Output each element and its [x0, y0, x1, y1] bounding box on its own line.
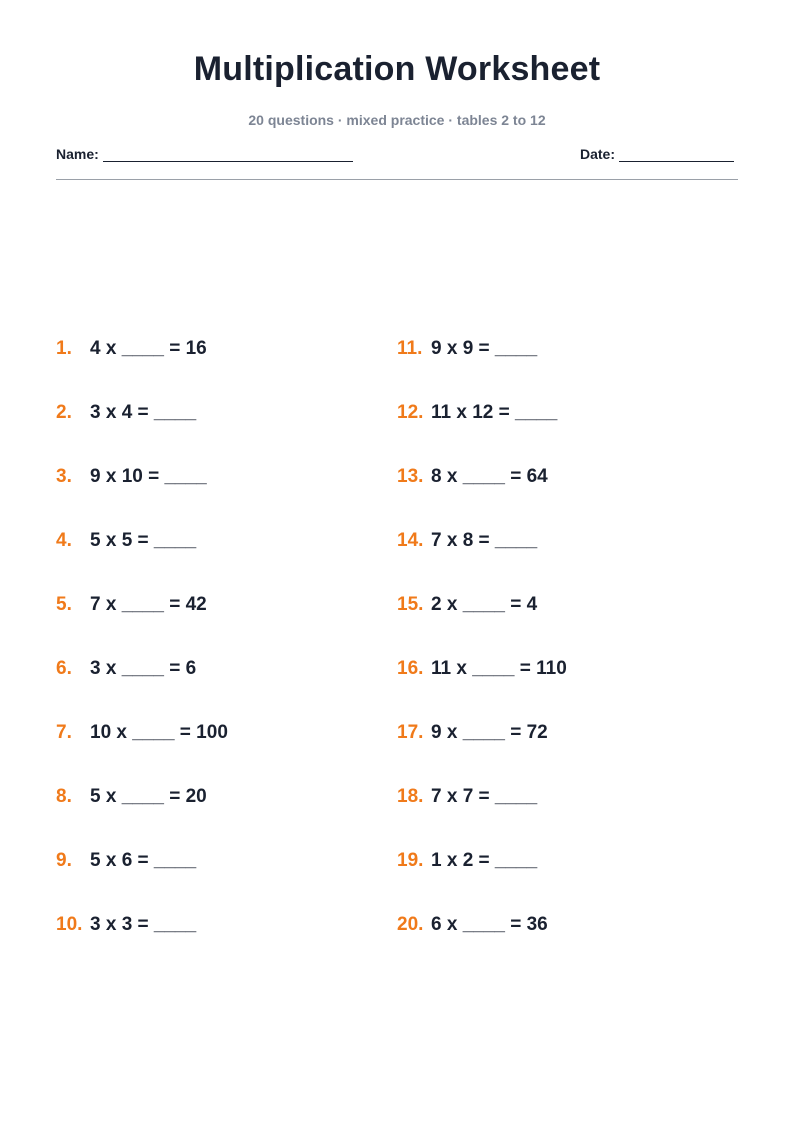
question-item [397, 722, 567, 786]
question-text: 4 x ____ = 16 [90, 338, 207, 359]
question-text: 1 x 2 = ____ [431, 850, 538, 871]
question-text: 7 x 8 = ____ [431, 530, 538, 551]
question-item [397, 658, 567, 722]
question-number: 12. [397, 402, 424, 423]
question-item [56, 402, 228, 466]
question-number: 16. [397, 658, 424, 679]
question-item [397, 402, 567, 466]
question-item [56, 914, 228, 978]
question-text: 10 x ____ = 100 [90, 722, 228, 743]
question-column-right [397, 338, 567, 978]
question-item [397, 338, 567, 402]
question-text: 3 x ____ = 6 [90, 658, 197, 679]
question-number: 17. [397, 722, 424, 743]
question-number: 10. [56, 914, 83, 935]
question-number: 11. [397, 338, 423, 359]
question-number: 18. [397, 786, 424, 807]
question-text: 3 x 4 = ____ [90, 402, 197, 423]
question-item [56, 722, 228, 786]
question-text: 7 x ____ = 42 [90, 594, 207, 615]
question-item [397, 594, 567, 658]
question-text: 5 x ____ = 20 [90, 786, 207, 807]
question-item [56, 786, 228, 850]
name-label: Name: [56, 146, 99, 162]
question-number: 14. [397, 530, 424, 551]
question-text: 5 x 6 = ____ [90, 850, 197, 871]
question-item [56, 338, 228, 402]
question-text: 9 x 9 = ____ [431, 338, 538, 359]
date-label: Date: [580, 146, 616, 162]
question-number: 19. [397, 850, 424, 871]
question-column-left [56, 338, 228, 978]
question-item [397, 786, 567, 850]
question-item [56, 658, 228, 722]
question-text: 9 x 10 = ____ [90, 466, 207, 487]
name-field [56, 146, 353, 162]
question-number: 3. [56, 466, 72, 487]
question-number: 5. [56, 594, 72, 615]
question-number: 4. [56, 530, 72, 551]
question-text: 11 x ____ = 110 [431, 658, 567, 679]
question-text: 8 x ____ = 64 [431, 466, 548, 487]
question-number: 20. [397, 914, 424, 935]
question-text: 5 x 5 = ____ [90, 530, 197, 551]
question-number: 13. [397, 466, 424, 487]
date-blank-line[interactable] [619, 147, 734, 162]
question-text: 3 x 3 = ____ [90, 914, 197, 935]
question-number: 7. [56, 722, 72, 743]
question-text: 9 x ____ = 72 [431, 722, 548, 743]
question-number: 6. [56, 658, 72, 679]
question-text: 11 x 12 = ____ [431, 402, 558, 423]
header-divider [56, 179, 738, 180]
question-item [56, 466, 228, 530]
worksheet-title: Multiplication Worksheet [193, 50, 601, 88]
question-item [397, 466, 567, 530]
question-number: 15. [397, 594, 424, 615]
worksheet-subtitle: 20 questions · mixed practice · tables 2 to 12 [248, 112, 546, 128]
question-item [56, 850, 228, 914]
question-number: 9. [56, 850, 72, 871]
question-number: 1. [56, 338, 72, 359]
question-item [397, 850, 567, 914]
question-text: 6 x ____ = 36 [431, 914, 548, 935]
question-item [56, 594, 228, 658]
question-item [56, 530, 228, 594]
name-blank-line[interactable] [103, 147, 353, 162]
date-field [580, 146, 734, 162]
question-number: 2. [56, 402, 72, 423]
question-item [397, 914, 567, 978]
question-text: 2 x ____ = 4 [431, 594, 538, 615]
question-number: 8. [56, 786, 72, 807]
question-item [397, 530, 567, 594]
question-text: 7 x 7 = ____ [431, 786, 538, 807]
